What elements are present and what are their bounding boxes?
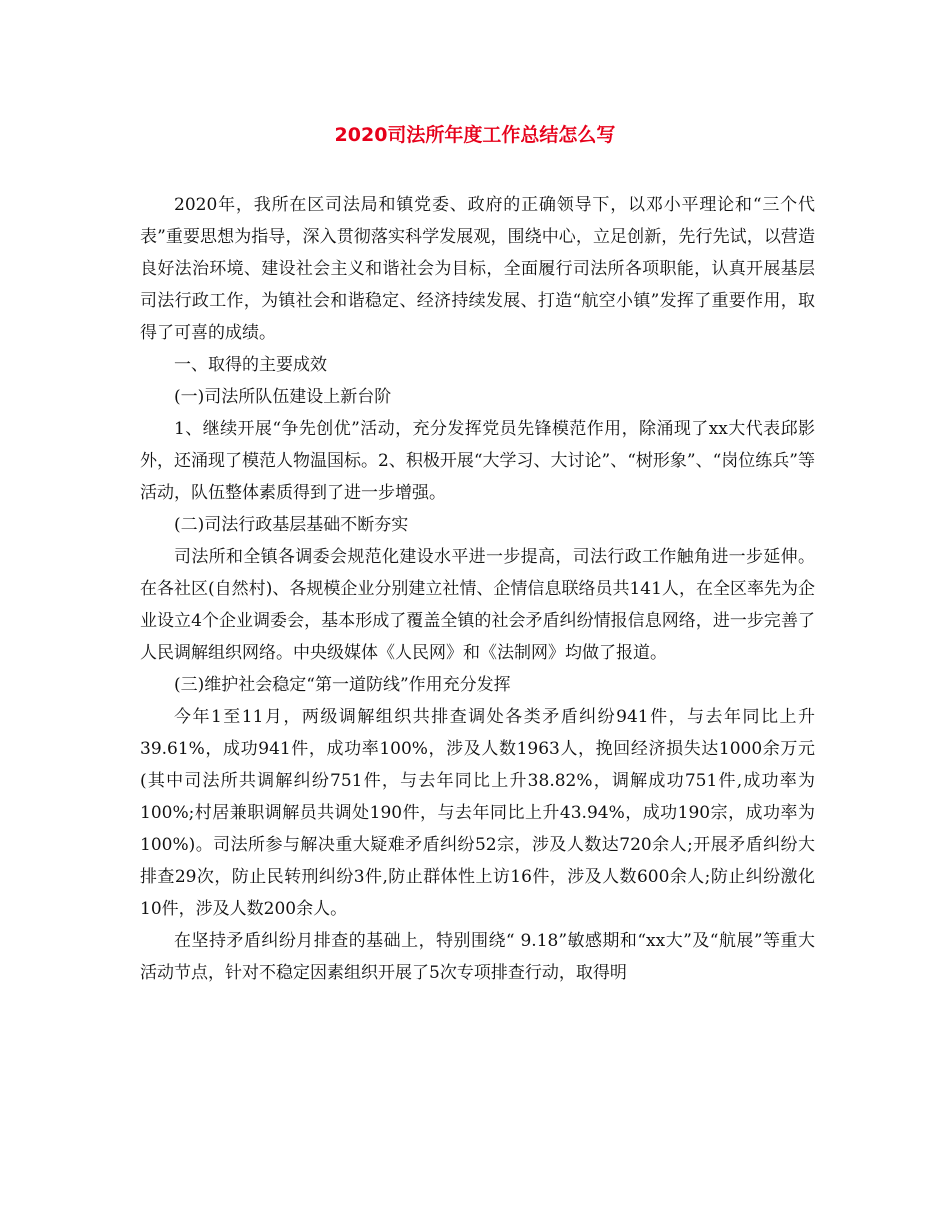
section-heading: 一、取得的主要成效 bbox=[174, 355, 327, 375]
body-paragraph: 司法所和全镇各调委会规范化建设水平进一步提高，司法行政工作触角进一步延伸。在各社区(自然村)、各规模企业分别建立社情、企情信息联络员共141人，在全区率先为企业设立4个企业调委会，基本形成了覆盖全镇的社会矛盾纠纷情报信息网络，进一步完善了人民调解组织网络。中央级媒体《人民网》和《法制网》均做了报道。 bbox=[140, 547, 815, 663]
body-paragraph: 今年1至11月，两级调解组织共排查调处各类矛盾纠纷941件，与去年同比上升39.61%，成功941件，成功率100%，涉及人数1963人，挽回经济损失达1000余万元(其中司法所共调解纠纷751件，与去年同比上升38.82%，调解成功751件,成功率为100%;村居兼职调解员共调处190件，与去年同比上升43.94%，成功190宗，成功率为100%)。司法所参与解决重大疑难矛盾纠纷52宗，涉及人数达720余人;开展矛盾纠纷大排查29次，防止民转刑纠纷3件,防止群体性上访16件，涉及人数600余人;防止纠纷激化10件，涉及人数200余人。 bbox=[140, 707, 815, 919]
subsection-heading: (二)司法行政基层基础不断夯实 bbox=[174, 515, 409, 535]
subsection-heading: (三)维护社会稳定“第一道防线”作用充分发挥 bbox=[174, 675, 511, 695]
document-body bbox=[140, 189, 815, 989]
document-title: 2020司法所年度工作总结怎么写 bbox=[334, 124, 616, 146]
body-paragraph: 1、继续开展“争先创优”活动，充分发挥党员先锋模范作用，除涌现了xx大代表邱影外，还涌现了模范人物温国标。2、积极开展“大学习、大讨论”、“树形象”、“岗位练兵”等活动，队伍整体素质得到了进一步增强。 bbox=[140, 419, 815, 503]
subsection-heading: (一)司法所队伍建设上新台阶 bbox=[174, 387, 392, 407]
body-paragraph: 在坚持矛盾纠纷月排查的基础上，特别围绕“ 9.18”敏感期和“xx大”及“航展”等重大活动节点，针对不稳定因素组织开展了5次专项排查行动，取得明 bbox=[140, 931, 815, 983]
intro-paragraph: 2020年，我所在区司法局和镇党委、政府的正确领导下，以邓小平理论和“三个代表”重要思想为指导，深入贯彻落实科学发展观，围绕中心，立足创新，先行先试，以营造良好法治环境、建设社会主义和谐社会为目标，全面履行司法所各项职能，认真开展基层司法行政工作，为镇社会和谐稳定、经济持续发展、打造“航空小镇”发挥了重要作用，取得了可喜的成绩。 bbox=[140, 195, 815, 343]
